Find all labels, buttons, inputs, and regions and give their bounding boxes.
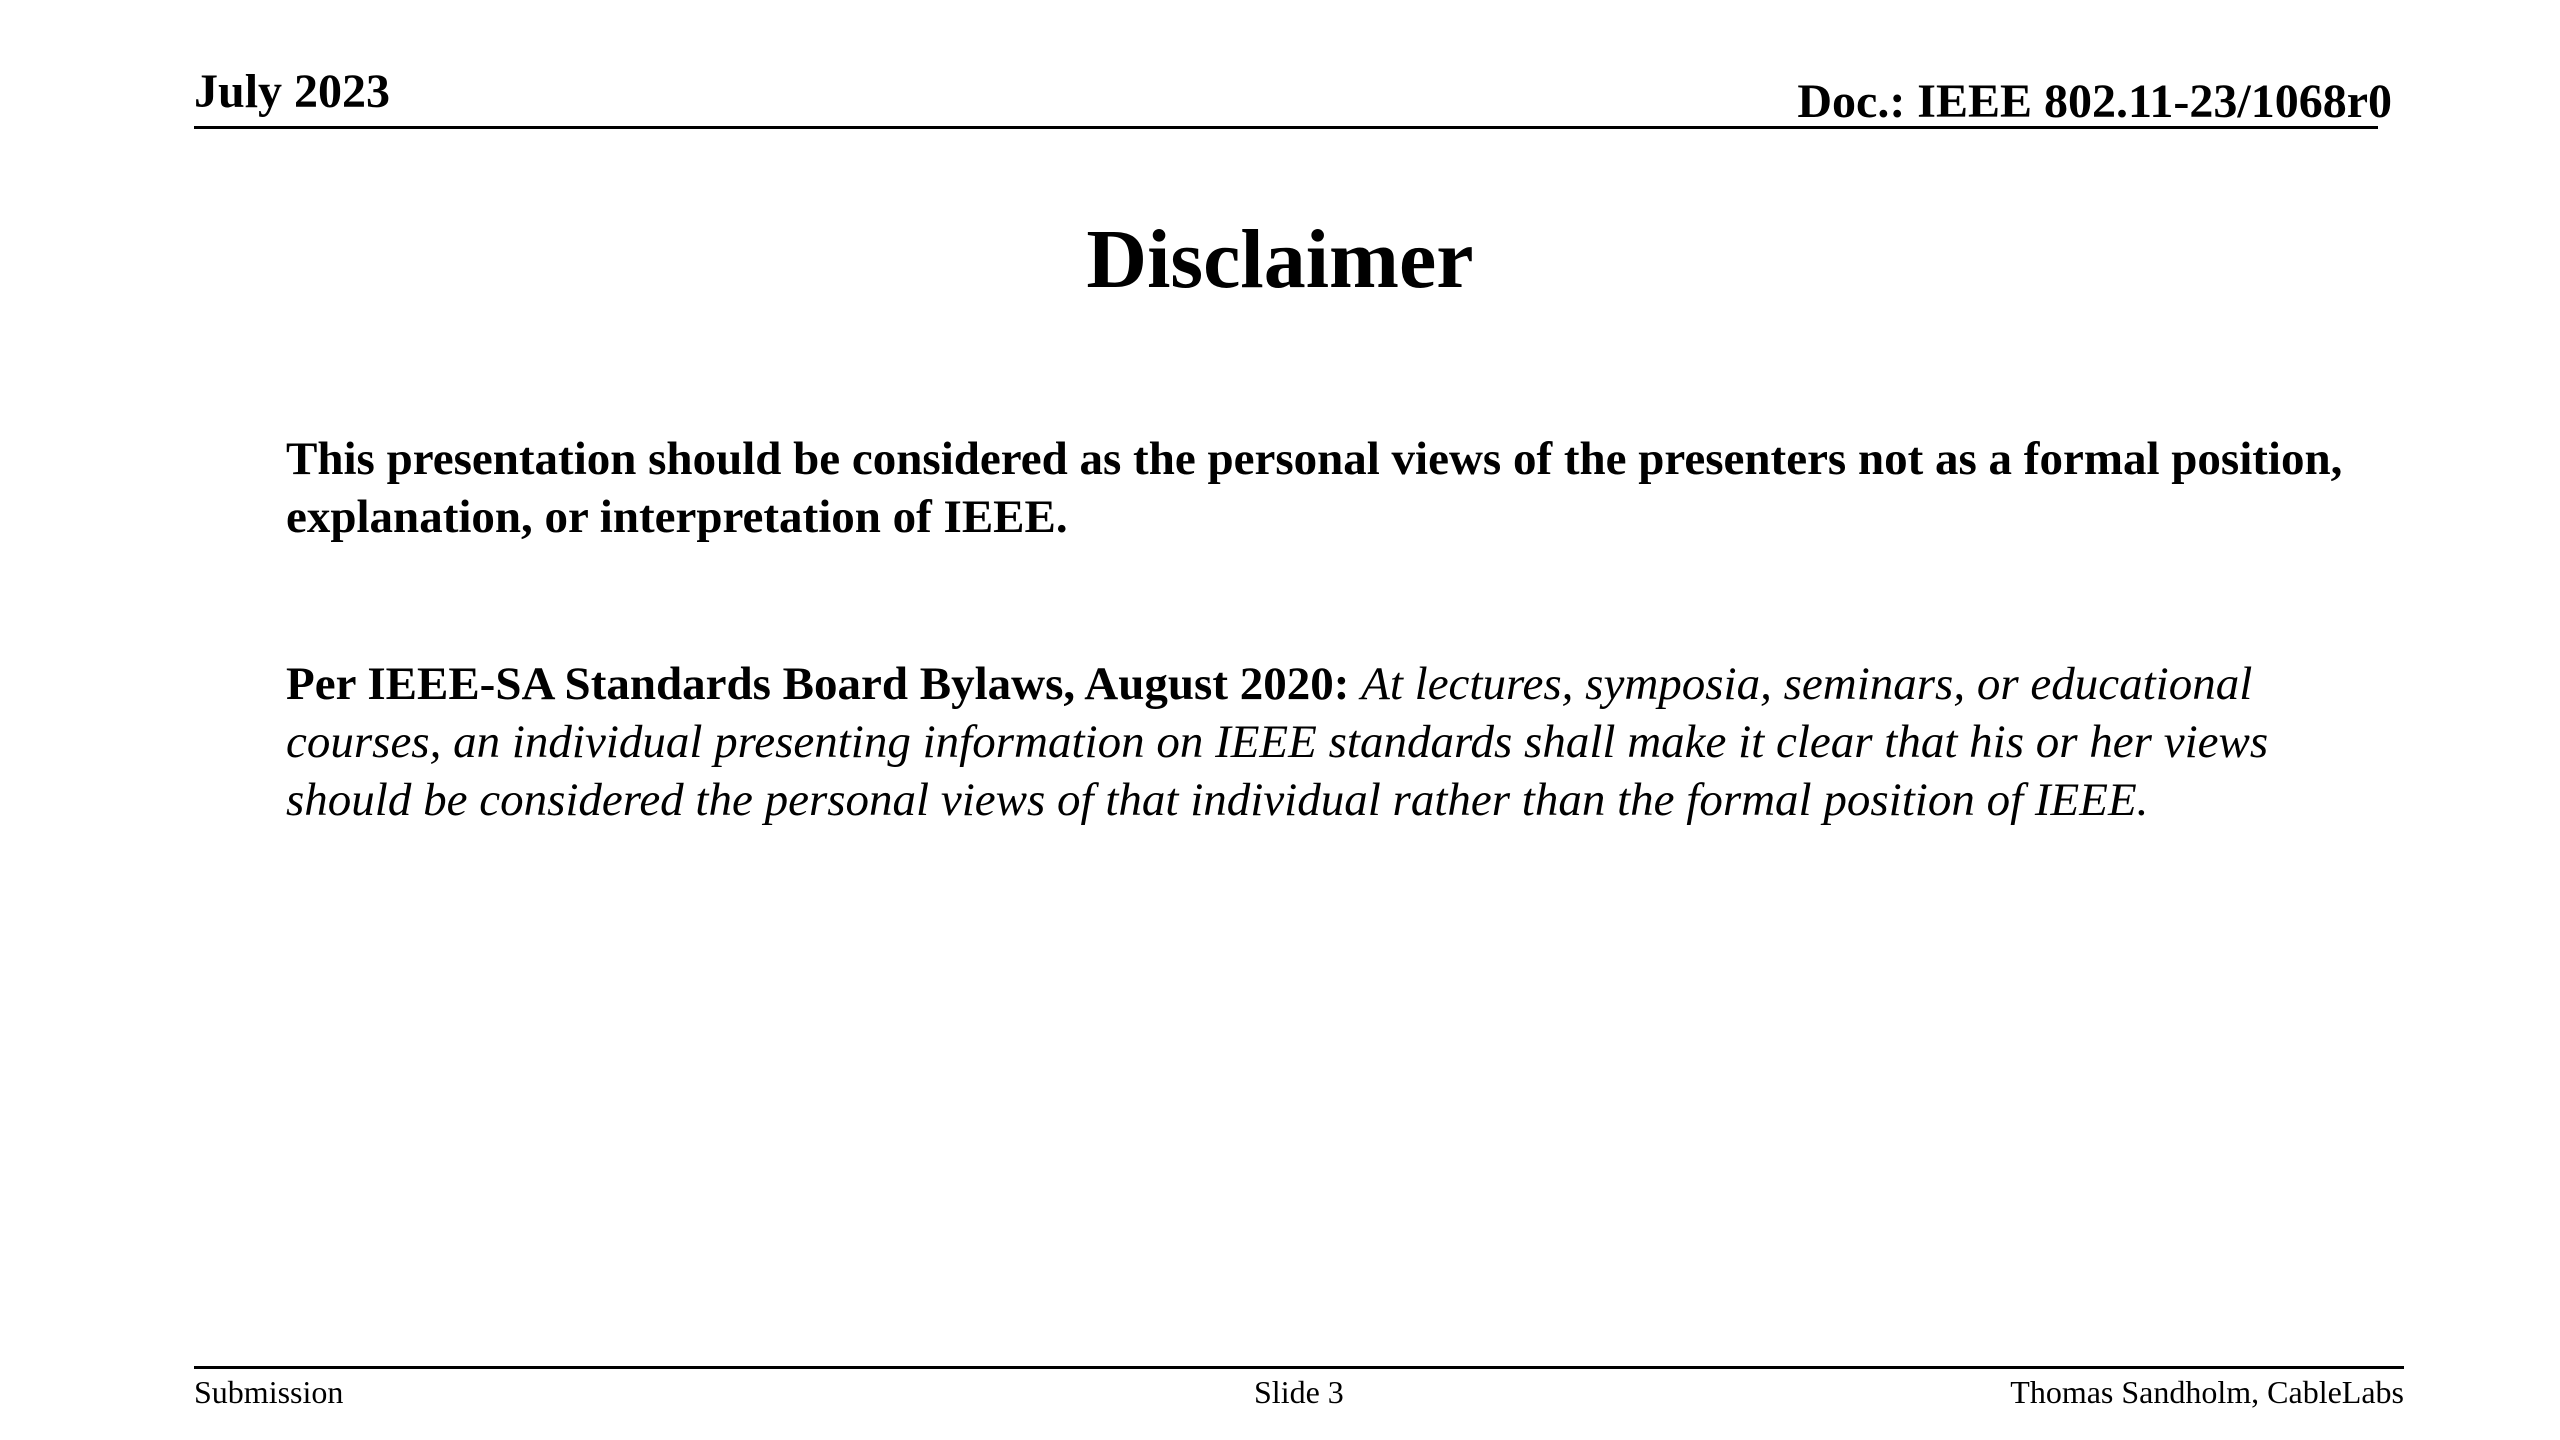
bylaws-citation: Per IEEE-SA Standards Board Bylaws, August 2020: (286, 658, 1350, 710)
header-doc-id: Doc.: IEEE 802.11-23/1068r0 (1797, 75, 2392, 128)
footer-submission: Submission (194, 1374, 344, 1410)
disclaimer-paragraph-bylaws (286, 655, 2366, 829)
bylaws-quote: At lectures, symposia, seminars, or educational courses, an individual presenting information on IEEE standards shall make it clear that his or her views should be considered the personal views of that individual rather than the formal position of IEEE. (286, 658, 2269, 826)
footer-divider (194, 1366, 2404, 1369)
header-date: July 2023 (194, 65, 391, 118)
footer-slide-number: Slide 3 (1254, 1374, 1344, 1410)
footer-author: Thomas Sandholm, CableLabs (2010, 1374, 2404, 1410)
header-divider (194, 126, 2378, 129)
disclaimer-paragraph-personal-views: This presentation should be considered as the personal views of the presenters not as a formal position, explanation, or interpretation of IEEE. (286, 433, 2343, 543)
slide-title: Disclaimer (1086, 213, 1474, 306)
